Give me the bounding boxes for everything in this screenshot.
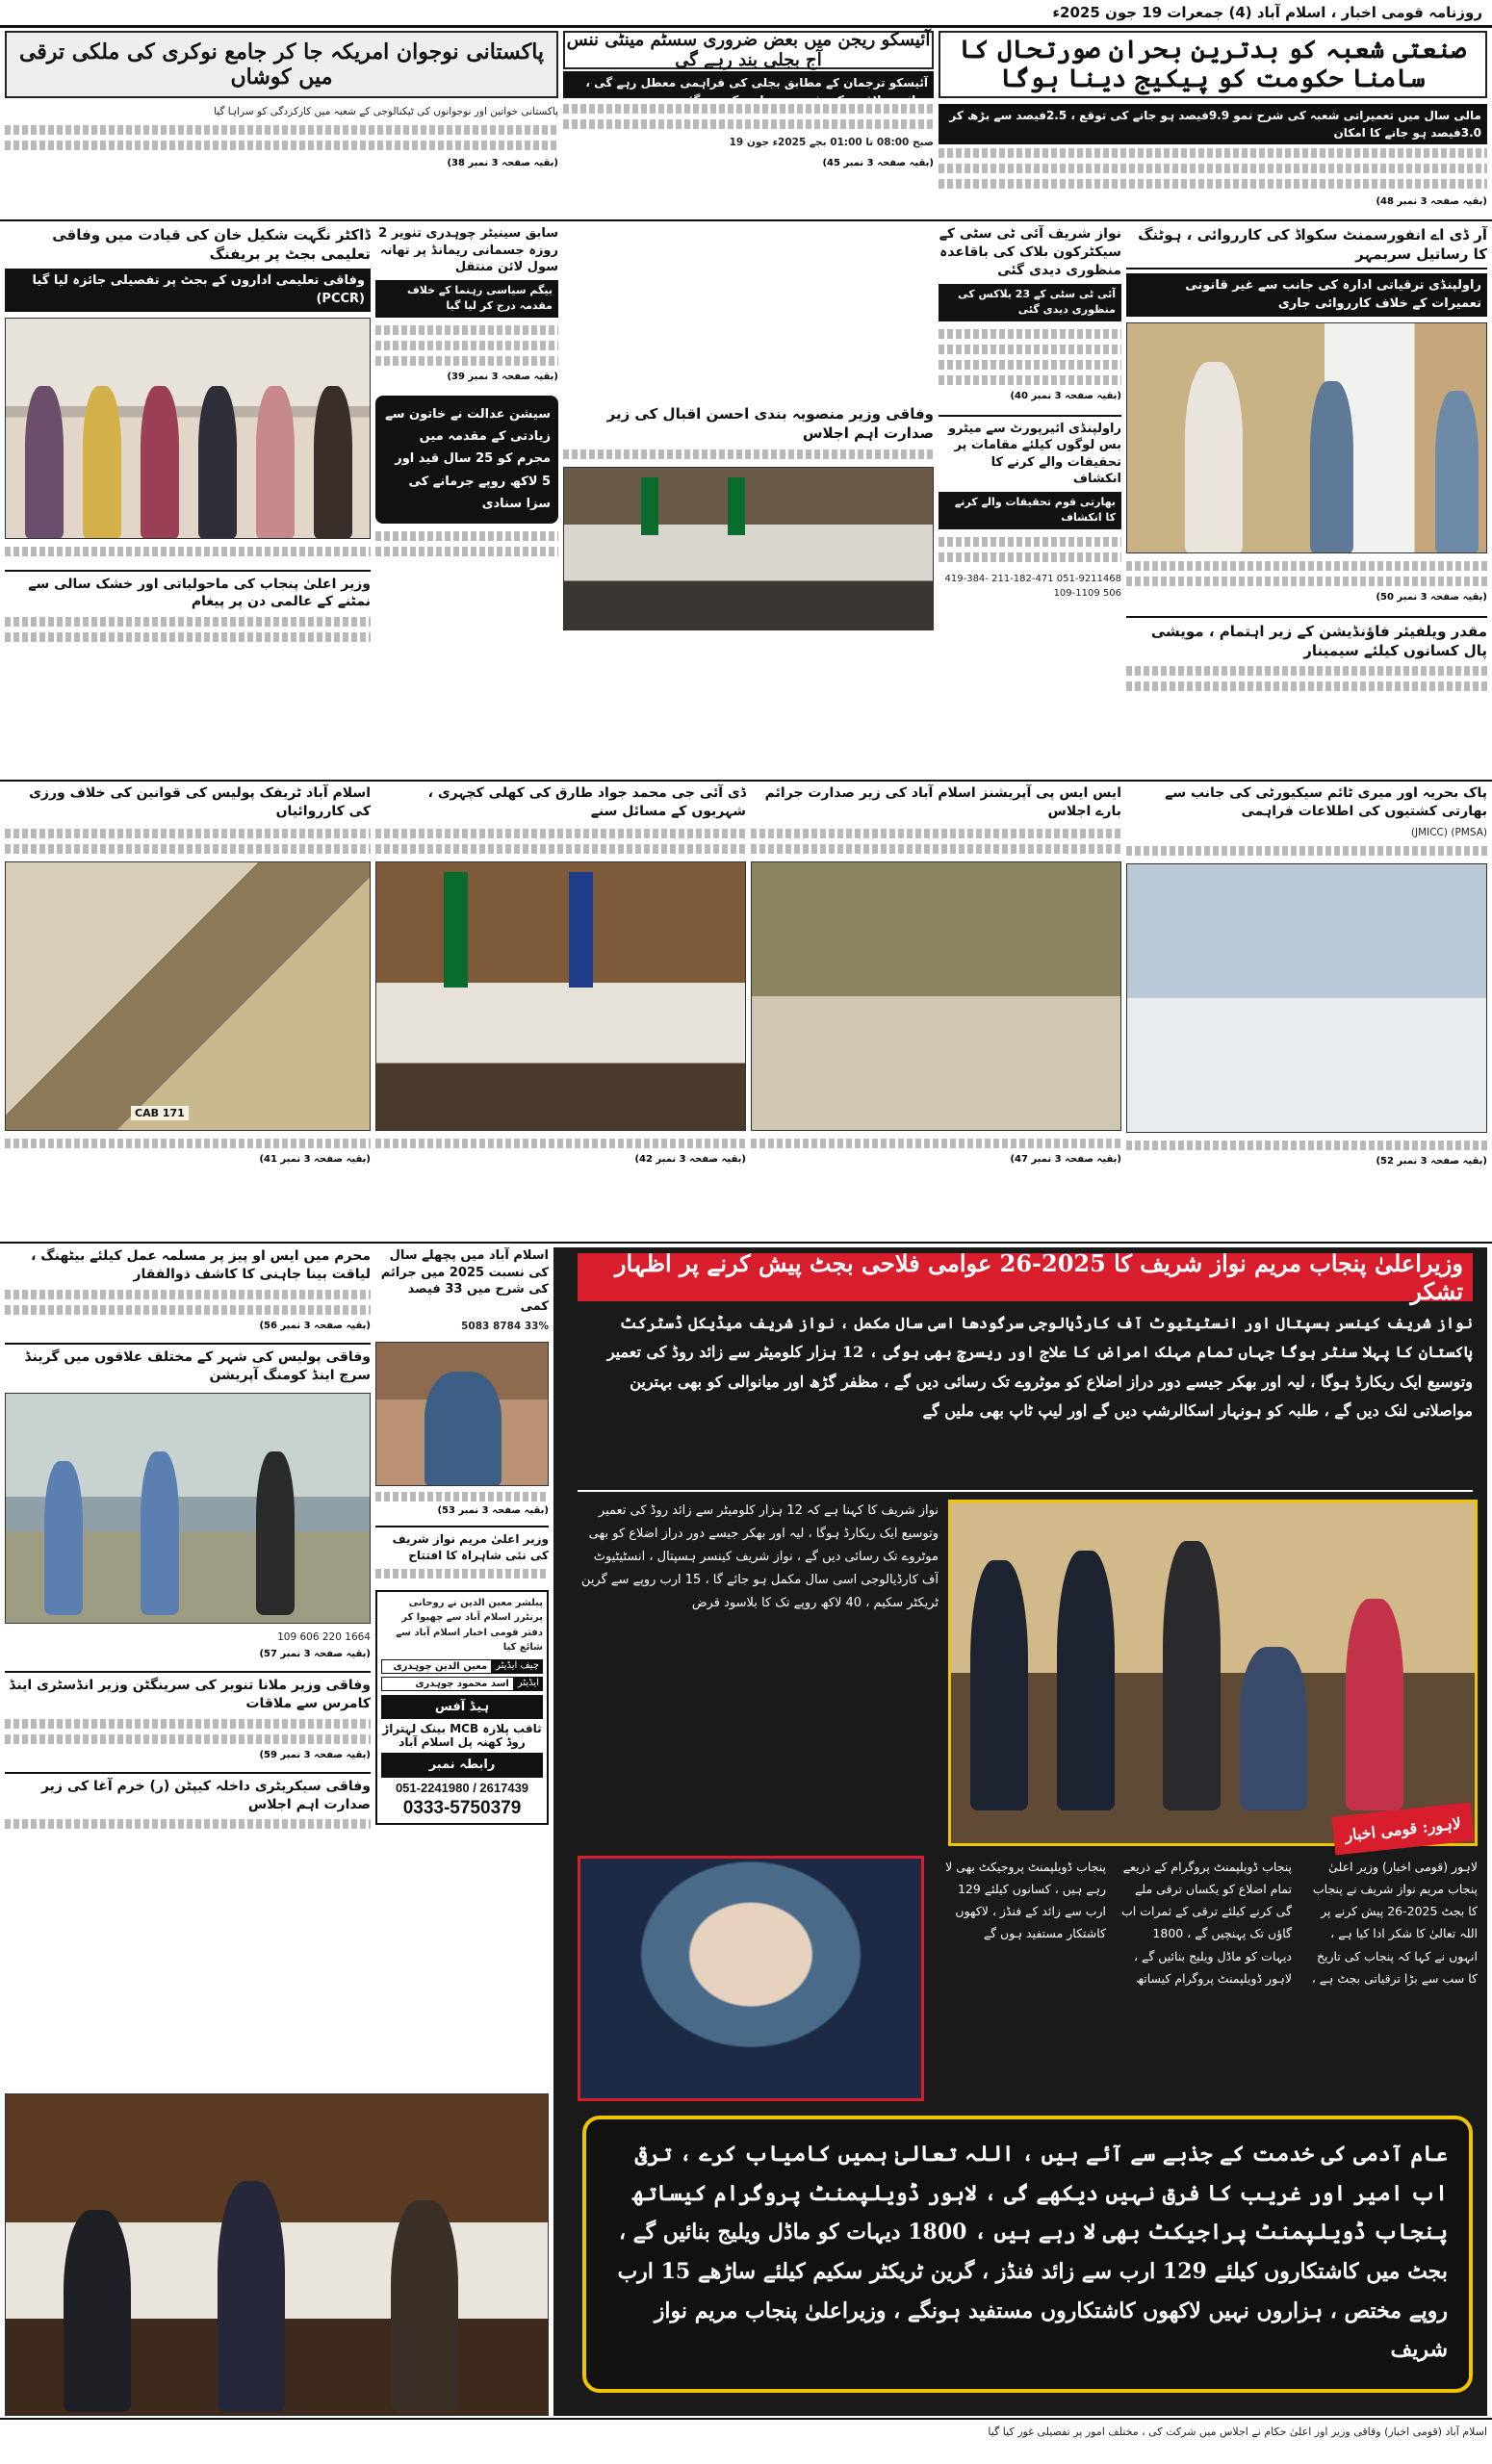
col-tanveer: [375, 225, 558, 668]
contact-label: رابطہ نمبر: [381, 1753, 543, 1778]
headline-iesco: [563, 31, 934, 69]
official-portrait: [375, 1342, 549, 1486]
dig-headline: ڈی آئی جی محمد جواد طارق کی کھلی کچہری ، شہریوں کے مسائل سنے: [427, 785, 746, 819]
continued-ref: (بقیہ صفحہ 3 نمبر 41): [259, 1153, 371, 1165]
phone-numbers: 051-9211468 211-182-471 419-384-506 109-1109: [944, 573, 1121, 600]
rda-headline: آر ڈی اے انفورسمنٹ سکواڈ کی کارروائی ، ہوٹنگ کا رساتیل سربمہر: [1126, 225, 1487, 270]
main-body-bottom-text-2: کرنے کیلئے ترقی کے ثمرات اب گاؤں تک پہنچیں گے ، 1800 دیہات کو ماڈل ویلیج بنائیں گے ، لاہور ڈویلپمنٹ پروگرام کیساتھ پنجاب ڈویلپمنٹ پروجیکٹ بھی لا رہے ہیں ، کسانوں کیلئے 129 ارب سے زائد کے فنڈز ، لاکھوں کاشتکار مستفید ہوں گے: [945, 1860, 1292, 1986]
main-banner-headline: [578, 1249, 1473, 1305]
crime-headline: اسلام آباد میں پچھلے سال کی نسبت 2025 میں جرائم کی شرح میں 33 فیصد کمی: [380, 1248, 549, 1314]
person-figure: [64, 2210, 131, 2412]
footer-text: اسلام آباد (قومی اخبار) وفاقی وزیر اور اعلیٰ حکام نے اجلاس میں شرکت کی ، مختلف امور پر تفصیلی غور کیا گیا: [988, 2426, 1487, 2438]
headline-industry: [939, 31, 1487, 98]
text-lines: [375, 356, 558, 366]
ahsan-meeting-photo: [563, 467, 934, 630]
photo-credit-text: لاہور: قومی اخبار: [1344, 1813, 1462, 1844]
cm-inauguration-headline: وزیر اعلیٰ مریم نواز شریف کی نئی شاہراہ کا افتتاح: [375, 1526, 549, 1562]
text-lines: [939, 360, 1121, 370]
ssp-meeting-photo: [751, 861, 1121, 1131]
col-crime-imprint: [375, 1247, 549, 2085]
main-banner-text: وزیراعلیٰ پنجاب مریم نواز شریف کا 2025-26 عوامی فلاحی بجٹ پیش کرنے پر اظہار تشکر: [614, 1249, 1463, 1305]
person-figure: [44, 1461, 83, 1615]
dig-office-photo: [375, 861, 746, 1131]
continued-ref: (بقیہ صفحہ 3 نمبر 56): [259, 1320, 371, 1331]
masthead-text: روزنامہ قومی اخبار ، اسلام آباد (4) جمعرات 19 جون 2025ء: [1052, 4, 1482, 21]
continued-ref: (بقیہ صفحہ 3 نمبر 50): [1376, 591, 1487, 603]
traffic-headline: اسلام آباد ٹریفک پولیس کی قوانین کی خلاف ورزی کی کارروائیاں: [29, 785, 371, 819]
col-education: [5, 225, 371, 668]
person-figure: [25, 386, 64, 539]
text-lines: [5, 125, 558, 135]
headline-industry-text: صنعتی شعبہ کو بدترین بحران صورتحال کا سامنا حکومت کو پیکیج دینا ہوگا: [959, 36, 1467, 93]
airport-headline: راولپنڈی ائیرپورٹ سے میٹرو بس لوگوں کیلئے مقامات پر تحقیقات والے کرنے کا انکشاف: [939, 415, 1121, 488]
text-lines: [939, 375, 1121, 385]
continued-ref: (بقیہ صفحہ 3 نمبر 48): [1376, 196, 1487, 207]
flag-shape: [641, 477, 658, 535]
traffic-truck-photo: [5, 861, 371, 1131]
person-figure: [314, 386, 352, 539]
person-figure: [1346, 1599, 1403, 1810]
tanveer-headline: سابق سینیٹر چوہدری تنویر 2 روزہ جسمانی ریمانڈ پر تھانہ سول لائن منتقل: [378, 226, 558, 275]
pull-quote-box: [582, 2116, 1473, 2393]
pmsa-tag: (PMSA): [1451, 826, 1487, 838]
person-figure: [1240, 1647, 1307, 1810]
imprint-publisher: پبلشر معین الدین نے روحانی پرنٹرز اسلام آباد سے چھپوا کر دفتر قومی اخبار اسلام آباد سے شائع کیا: [396, 1597, 543, 1654]
itcity-sub: آئی ٹی سٹی کے 23 بلاکس کی منظوری دیدی گئی: [939, 284, 1121, 321]
col-rda: [1126, 225, 1487, 668]
main-body-bottom: [934, 1856, 1478, 2101]
pull-quote-text: عام آدمی کی خدمت کے جذبے سے آئے ہیں ، اللہ تعالیٰ ہمیں کامیاب کرے ، ترقی اب امیر اور غریب کا فرق نہیں دیکھے گی ، لاہور ڈویلپمنٹ پروگرام کیساتھ پنجاب ڈویلپمنٹ پراجیکٹ بھی لا رہے ہیں ، 1800 دیہات کو ماڈل ویلیج بنائیں گے ، بجٹ میں کاشتکاروں کیلئے 129 ارب سے زائد فنڈز ، گرین ٹریکٹر سکیم کیلئے ساڑھے 15 ارب روپے مختص ، ہزاروں نہیں لاکھوں کاشتکاروں مستفید ہونگے ، وزیراعلیٰ پنجاب مریم نواز شریف: [617, 2142, 1448, 2363]
head-office-address: ثاقب پلازہ MCB بینک لہتراڑ روڈ کھنہ پل اسلام آباد: [382, 1722, 542, 1750]
continued-ref: (بقیہ صفحہ 3 نمبر 57): [259, 1648, 371, 1659]
text-lines: [939, 345, 1121, 354]
story-industry-body: [939, 104, 1487, 219]
person-figure: [970, 1560, 1028, 1810]
text-lines: [563, 104, 934, 114]
text-lines: [939, 164, 1487, 173]
navy-boat-photo: [1126, 863, 1487, 1133]
iesco-schedule: صبح 08:00 تا 01:00 بجے 2025ء جون 19: [729, 137, 934, 148]
chief-editor-label: چیف ایڈیٹر: [492, 1659, 543, 1674]
masthead: [0, 0, 1492, 25]
continued-ref: (بقیہ صفحہ 3 نمبر 47): [1010, 1153, 1121, 1165]
col-ssp: [751, 784, 1121, 1237]
person-figure: [256, 386, 295, 539]
text-lines: [1126, 846, 1487, 856]
truck-plate: CAB 171: [131, 1106, 189, 1120]
text-lines: [375, 1569, 549, 1578]
text-lines: [5, 1734, 371, 1744]
main-body-top-text: نواز شریف کا کہنا ہے کہ 12 ہزار کلومیٹر سے زائد روڈ کی تعمیر وتوسیع ایک ریکارڈ ہوگا ، لیہ اور بھکر جیسے دور دراز اضلاع کو بھی موٹروے تک رسائی دیں گے ، نواز شریف کینسر ہسپتال ، انسٹیٹیوٹ آف کارڈیالوجی اسی سال مکمل ہو جائے گا ، 15 ارب روپے سے گرین ٹریکٹر سکیم ، 40 لاکھ روپے تک کا بلاسود قرض: [580, 1503, 939, 1611]
person-figure: [1057, 1551, 1115, 1810]
text-lines: [375, 844, 746, 854]
tanveer-sub: بیگم سیاسی رہنما کے خلاف مقدمہ درج کر لیا گیا: [375, 280, 558, 318]
col-ahsan-iqbal: [563, 404, 934, 664]
person-figure: [391, 2200, 458, 2412]
head-office-label: ہیڈ آفس: [381, 1695, 543, 1720]
main-body-bottom-text-1: لاہور (قومی اخبار) وزیر اعلیٰ پنجاب مریم نواز شریف نے پنجاب کا بجٹ 2025-26 پیش کرنے پر اللہ تعالیٰ کا شکر ادا کیا ہے ، انہوں نے کہا کہ پنجاب کی تاریخ کا سب سے بڑا ترقیاتی بجٹ ہے ، پنجاب ڈویلپمنٹ پروگرام کے ذریعے تمام اضلاع کو یکساں ترقی ملے گی: [1122, 1860, 1478, 1986]
person-figure: [256, 1451, 295, 1615]
seminar-headline: مقدر ویلفیئر فاؤنڈیشن کے زیر اہتمام ، مویشی پال کسانوں کیلئے سیمینار: [1126, 616, 1487, 661]
text-lines: [939, 148, 1487, 158]
person-figure: [1185, 362, 1243, 553]
signing-photo: [948, 1500, 1478, 1846]
muharram-headline: محرم میں ایس او پیز پر مسلمہ عمل کیلئے بیٹھنگ ، لیاقت بینا جاہنی کا کاشف ذوالفقار: [31, 1248, 371, 1282]
text-lines: [1126, 681, 1487, 691]
text-lines: [751, 844, 1121, 854]
crime-stats: 33% 8784 5083: [461, 1321, 549, 1333]
headline-youth-text: پاکستانی نوجوان امریکہ جا کر جامع نوکری کی ملکی ترقی میں کوشاں: [18, 39, 545, 90]
interior-secretary-headline: وفاقی سیکریٹری داخلہ کیپٹن (ر) خرم آغا کی زیر صدارت اہم اجلاس: [5, 1772, 371, 1814]
text-lines: [375, 531, 558, 541]
chief-editor-name: معین الدین چوہدری: [381, 1659, 492, 1674]
story-youth-body: [5, 104, 558, 219]
story-youth-text: پاکستانی خواتین اور نوجوانوں کی ٹیکنالوجی کے شعبہ میں کارکردگی کو سراہا گیا: [214, 106, 558, 117]
text-lines: [5, 547, 371, 556]
person-figure: [1435, 391, 1479, 553]
text-lines: [1126, 1141, 1487, 1150]
divider: [0, 219, 1492, 221]
main-deck: [578, 1309, 1473, 1492]
continued-ref: (بقیہ صفحہ 3 نمبر 39): [447, 371, 558, 382]
main-body-top: [578, 1500, 939, 1846]
text-lines: [939, 179, 1487, 189]
cm-portrait-photo: [578, 1856, 924, 2101]
text-lines: [5, 1290, 371, 1299]
person-figure: [1310, 381, 1353, 553]
divider: [0, 2418, 1492, 2420]
flag-shape: [728, 477, 745, 535]
operation-numbers: 1664 220 606 109: [277, 1630, 371, 1643]
continued-ref: (بقیہ صفحہ 3 نمبر 45): [822, 158, 934, 169]
iesco-sub-text: آئیسکو ترجمان کے مطابق بجلی کی فراہمی معطل رہے گی ، متاثرہ علاقوں کی فہرست جاری کر دی گئی ہے: [585, 76, 928, 107]
continued-ref: (بقیہ صفحہ 3 نمبر 40): [1010, 390, 1121, 401]
text-lines: [751, 829, 1121, 838]
rda-photo: [1126, 322, 1487, 553]
text-lines: [5, 1139, 371, 1148]
text-lines: [1126, 577, 1487, 586]
col-dig: [375, 784, 746, 1237]
text-lines: [563, 119, 934, 129]
text-lines: [375, 341, 558, 350]
ssp-headline: ایس ایس پی آپریشنز اسلام آباد کی زیر صدارت جرائم بارے اجلاس: [764, 785, 1121, 819]
text-lines: [939, 537, 1121, 547]
text-lines: [5, 1819, 371, 1829]
text-lines: [5, 141, 558, 150]
text-lines: [5, 617, 371, 627]
education-headline: ڈاکٹر نگہت شکیل خان کی قیادت میں وفاقی تعلیمی بجٹ پر بریفنگ: [52, 226, 371, 264]
jmicc-tag: (JMICC): [1410, 826, 1448, 838]
col-traffic: [5, 784, 371, 1237]
person-figure: [83, 386, 121, 539]
footer-strip: [5, 2424, 1487, 2460]
text-lines: [1126, 561, 1487, 571]
flag-shape: [569, 872, 593, 988]
text-lines: [5, 844, 371, 854]
main-deck-text: نواز شریف کینسر ہسپتال اور انسٹیٹیوٹ آف کارڈیالوجی سرگودھا اسی سال مکمل ، نواز شریف میڈیکل ڈسٹرکٹ پاکستان کا پہلا سنٹر ہوگا جہاں تمام مہلک امراض کا علاج اور ریسرچ بھی ہوگی ، 12 ہزار کلومیٹر سے زائد روڈ کی تعمیر وتوسیع ایک ریکارڈ ہوگا ، لیہ اور بھکر جیسے دور دراز اضلاع کو موٹروے تک رسائی دیں گے ، مظفر گڑھ اور میانوالی کو بھی بہترین مواصلاتی لنک دیں گے ، طلبہ کو ہونہار اسکالرشپ دیں گے اور لیپ ٹاپ بھی ملیں گے: [606, 1314, 1473, 1421]
person-figure: [141, 1451, 179, 1615]
text-lines: [751, 1139, 1121, 1148]
flag-shape: [444, 872, 468, 988]
continued-ref: (بقیہ صفحہ 3 نمبر 59): [259, 1749, 371, 1760]
divider: [0, 780, 1492, 782]
headline-youth: [5, 31, 558, 98]
editor-label: ایڈیٹر: [514, 1677, 543, 1691]
person-figure: [198, 386, 237, 539]
text-lines: [5, 1719, 371, 1729]
imprint-box: [375, 1590, 549, 1825]
iesco-sub: [563, 71, 934, 107]
editor-name: اسد محمود چوہدری: [381, 1677, 514, 1691]
text-lines: [563, 449, 934, 459]
court-verdict-box: سیشن عدالت نے خاتون سے زیادتی کے مقدمہ میں مجرم کو 25 سال قید اور 5 لاکھ روپے جرمانے کی سزا سنادی: [375, 396, 558, 524]
text-lines: [375, 1139, 746, 1148]
story-industry-sub: مالی سال میں تعمیراتی شعبہ کی شرح نمو 9.9فیصد ہو جانے کی توقع ، 2.5فیصد سے بڑھ کر 3.0فیصد ہو جانے کا امکان: [939, 104, 1487, 144]
search-operation-headline: وفاقی پولیس کی شہر کے مختلف علاقوں میں گرینڈ سرچ اینڈ کومنگ آپریشن: [5, 1343, 371, 1385]
text-lines: [939, 329, 1121, 339]
conference-photo: [5, 2093, 549, 2416]
col-navy: [1126, 784, 1487, 1237]
text-lines: [939, 552, 1121, 562]
text-lines: [5, 632, 371, 642]
tanveer-meeting-headline: وفاقی وزیر ملانا تنویر کی سرینگٹن وزیر انڈسٹری اینڈ کامرس سے ملاقات: [5, 1671, 371, 1713]
text-lines: [375, 325, 558, 335]
headline-iesco-text: آئیسکو ریجن میں بعض ضروری سسٹم مینٹی ننس آج بجلی بند رہے گی: [566, 30, 931, 70]
text-lines: [375, 1492, 549, 1502]
continued-ref: (بقیہ صفحہ 3 نمبر 53): [437, 1505, 549, 1517]
rda-sub: راولپنڈی ترقیاتی ادارہ کی جانب سے غیر قانونی تعمیرات کے خلاف کارروائی جاری: [1126, 273, 1487, 317]
col-itcity: [939, 225, 1121, 668]
phone-primary: 051-2241980 / 2617439: [395, 1780, 529, 1795]
continued-ref: (بقیہ صفحہ 3 نمبر 52): [1376, 1156, 1487, 1168]
story-iesco-body: [563, 104, 934, 219]
text-lines: [5, 829, 371, 838]
continued-ref: (بقیہ صفحہ 3 نمبر 38): [447, 158, 558, 169]
navy-headline: پاک بحریہ اور میری ٹائم سیکیورٹی کی جانب سے بھارتی کشتیوں کی اطلاعات فراہمی: [1165, 785, 1487, 819]
text-lines: [375, 547, 558, 556]
text-lines: [375, 829, 746, 838]
person-figure: [1163, 1541, 1221, 1810]
divider: [0, 1242, 1492, 1244]
masthead-rule: [0, 25, 1492, 28]
police-operation-photo: [5, 1393, 371, 1624]
education-sub: وفاقی تعلیمی اداروں کے بجٹ پر تفصیلی جائزہ لیا گیا (PCCR): [5, 269, 371, 312]
ahsan-headline: وفاقی وزیر منصوبہ بندی احسن اقبال کی زیر صدارت اہم اجلاس: [606, 405, 934, 443]
person-figure: [141, 386, 179, 539]
cm-environment-headline: وزیر اعلیٰ پنجاب کی ماحولیاتی اور خشک سالی سے نمٹنے کے عالمی دن پر پیغام: [5, 570, 371, 612]
education-group-photo: [5, 318, 371, 539]
person-figure: [218, 2181, 285, 2412]
phone-mobile: 0333-5750379: [402, 1797, 522, 1818]
person-figure: [424, 1372, 502, 1486]
airport-sub: بھارتی قوم تحقیقات والے کرنے کا انکشاف: [939, 492, 1121, 529]
itcity-headline: نواز شریف آئی ٹی سٹی کے سیکٹرکون بلاک کی باقاعدہ منظوری دیدی گئی: [939, 226, 1121, 278]
text-lines: [5, 1305, 371, 1315]
text-lines: [1126, 666, 1487, 676]
continued-ref: (بقیہ صفحہ 3 نمبر 42): [634, 1153, 746, 1165]
